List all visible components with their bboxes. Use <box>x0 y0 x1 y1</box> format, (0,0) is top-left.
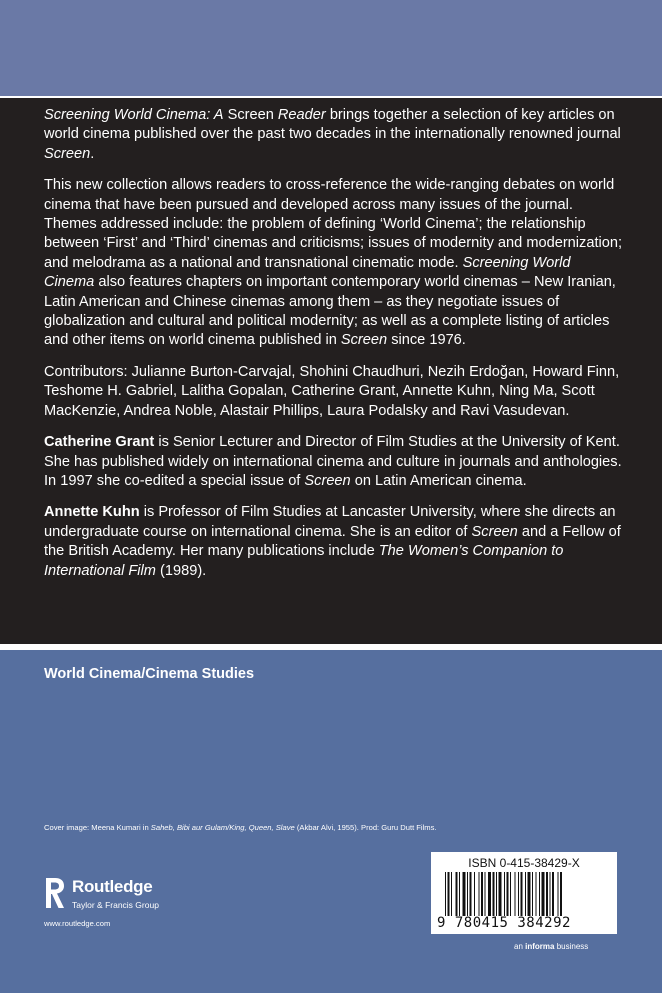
publisher-website: www.routledge.com <box>44 919 111 928</box>
ean-number: 9 780415 384292 <box>437 915 571 931</box>
cover-image-credit: Cover image: Meena Kumari in Saheb, Bibi aur Gulam/King, Queen, Slave (Akbar Alvi, 1955). Prod: Guru Dutt Films. <box>44 823 437 832</box>
routledge-logo <box>44 876 184 912</box>
routledge-r-icon <box>44 876 66 910</box>
isbn-label: ISBN 0-415-38429-X <box>468 856 580 870</box>
contributors-paragraph: Contributors: Julianne Burton-Carvajal, Shohini Chaudhuri, Nezih Erdoğan, Howard Finn, Teshome H. Gabriel, Lalitha Gopalan, Catherine Grant, Annette Kuhn, Ning Ma, Scott MacKenzie, Andrea Noble, Alastair Phillips, Laura Podalsky and Ravi Vasudevan. <box>44 363 620 419</box>
editor-bio-kuhn: Annette Kuhn is Professor of Film Studies at Lancaster University, where she directs an undergraduate course on international cinema. She is an editor of Screen and a Fellow of the British Academy. Her many publications include The Women’s Companion to International Film (1989). <box>44 504 621 579</box>
editor-bio-grant: Catherine Grant is Senior Lecturer and Director of Film Studies at the University of Kent. She has published widely on international cinema and culture in journals and anthologies. In 1997 she co-edited a special issue of Screen on Latin American cinema. <box>44 434 622 489</box>
subject-category: World Cinema/Cinema Studies <box>44 666 255 682</box>
collection-paragraph: This new collection allows readers to cross-reference the wide-ranging debates on world cinema that have been pursued and developed across many issues of the journal. Themes addressed include: the problem of defining ‘World Cinema’; the relationship between ‘First’ and ‘Third’ cinemas and criticisms; issues of modernity and modernization; and melodrama as a national and transnational cinematic mode. Screening World Cinema also features chapters on important contemporary world cinemas – New Iranian, Latin American and Chinese cinemas among them – as they negotiate issues of globalization and cultural and political modernity; as well as a complete listing of articles and other items on world cinema published in Screen since 1976. <box>44 177 623 349</box>
publisher-name: Routledge <box>72 877 153 896</box>
isbn-barcode-box <box>431 852 617 934</box>
top-color-band <box>0 0 662 96</box>
informa-business-note: an informa business <box>514 942 589 951</box>
publisher-tagline: Taylor & Francis Group <box>72 900 159 910</box>
back-cover-blurb <box>44 106 624 593</box>
barcode-graphic <box>445 872 607 916</box>
intro-paragraph: Screening World Cinema: A Screen Reader brings together a selection of key articles on world cinema published over the past two decades in the internationally renowned journal Screen. <box>44 107 621 162</box>
